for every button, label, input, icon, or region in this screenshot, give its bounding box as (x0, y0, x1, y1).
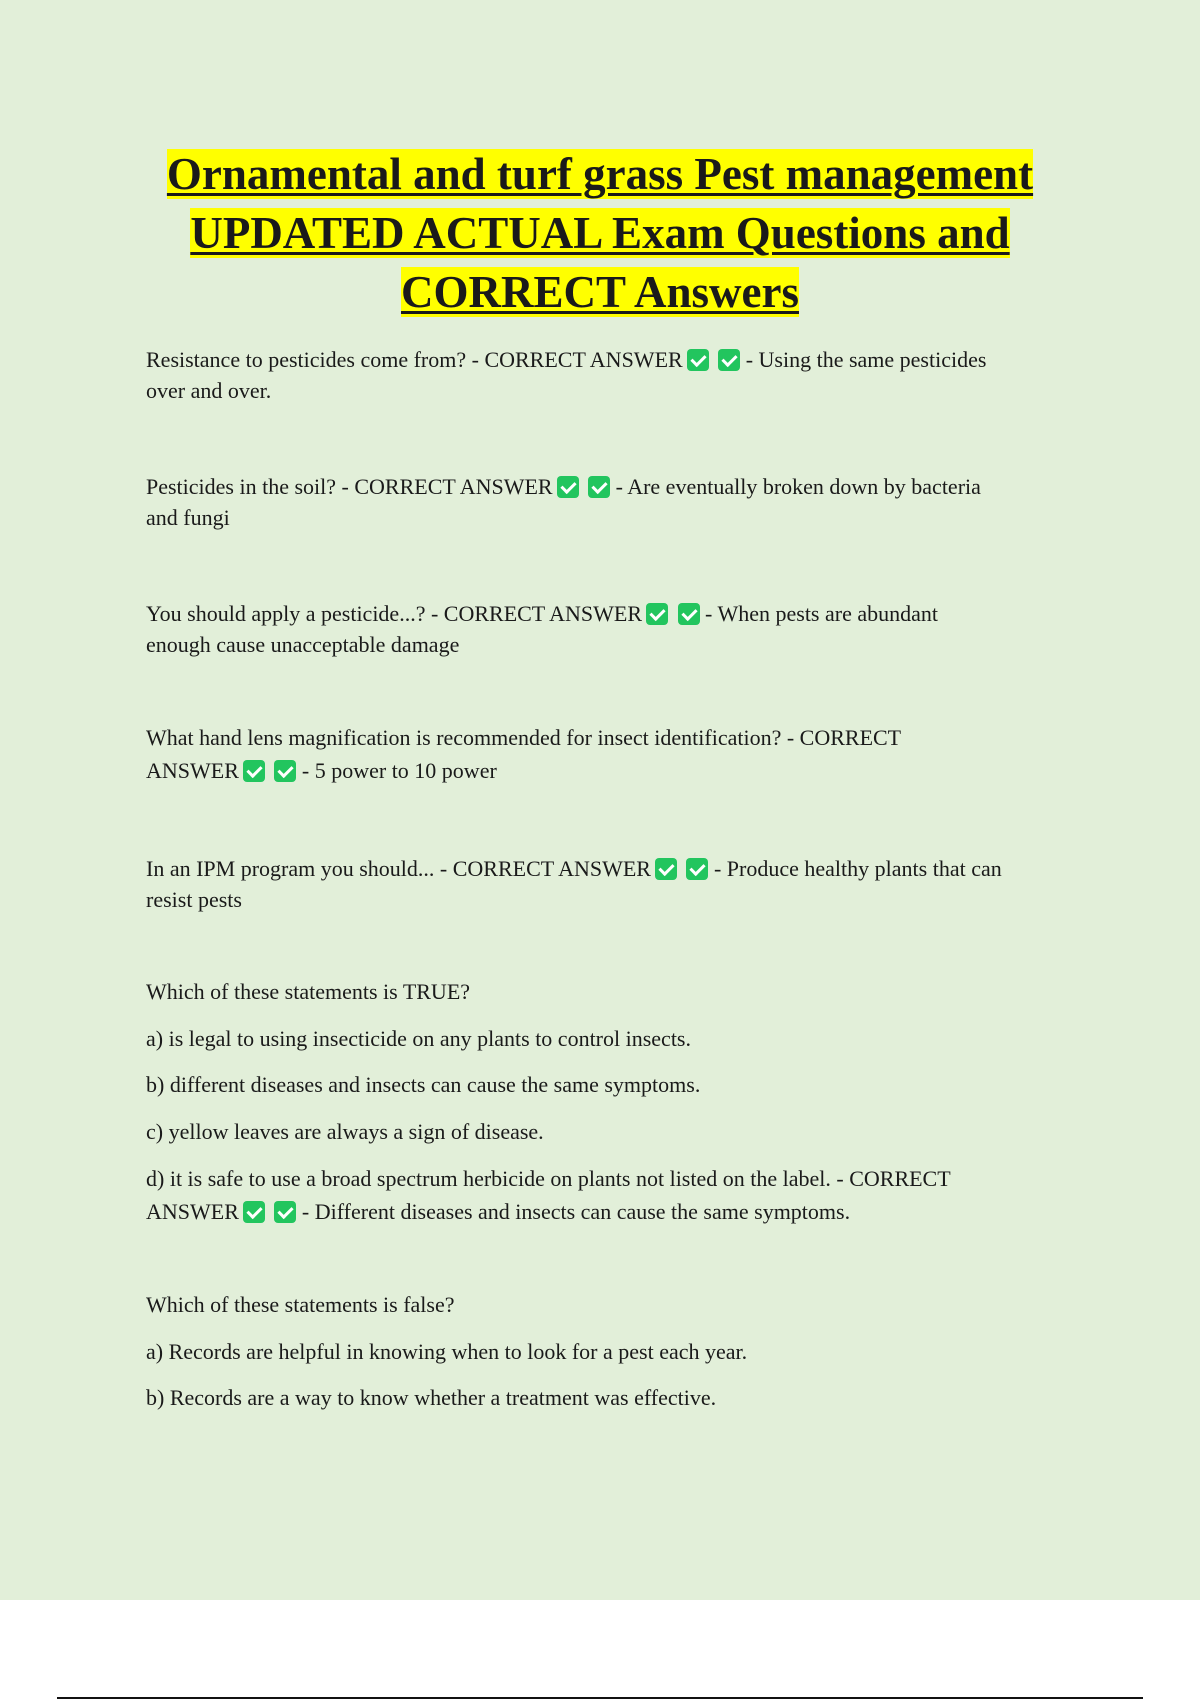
check-box-icon (274, 760, 296, 782)
option-d-text: d) it is safe to use a broad spectrum herbicide on plants not listed on the label. - CORRECT (146, 1166, 951, 1191)
question-text: Resistance to pesticides come from? - CORRECT ANSWER (146, 347, 683, 372)
answer-text: - 5 power to 10 power (301, 758, 497, 783)
answer-label: ANSWER (146, 758, 239, 783)
answer-continuation: resist pests (146, 887, 242, 912)
answer-text: - Using the same pesticides (745, 347, 987, 372)
answer-continuation: and fungi (146, 505, 230, 530)
answer-text: - Different diseases and insects can cause the same symptoms. (301, 1199, 851, 1224)
check-box-icon (678, 603, 700, 625)
answer-text: - When pests are abundant (705, 601, 938, 626)
qa-item-4 (146, 721, 1096, 787)
qa-item-2 (146, 471, 1096, 533)
mc2-option-b: b) Records are a way to know whether a treatment was effective. (146, 1385, 717, 1410)
check-box-icon (557, 476, 579, 498)
check-box-icon (243, 760, 265, 782)
check-box-icon (274, 1201, 296, 1223)
answer-text: - Are eventually broken down by bacteria (615, 474, 981, 499)
mc1-option-c: c) yellow leaves are always a sign of disease. (146, 1119, 544, 1144)
question-text: What hand lens magnification is recommended for insect identification? - CORRECT (146, 725, 902, 750)
mc1-option-a: a) is legal to using insecticide on any plants to control insects. (146, 1026, 691, 1051)
check-box-icon (687, 349, 709, 371)
check-box-icon (686, 858, 708, 880)
answer-continuation: enough cause unacceptable damage (146, 632, 460, 657)
answer-label: ANSWER (146, 1199, 239, 1224)
check-box-icon (243, 1201, 265, 1223)
check-box-icon (655, 858, 677, 880)
mc2-question: Which of these statements is false? (146, 1292, 455, 1317)
qa-item-1 (146, 344, 1096, 406)
check-box-icon (718, 349, 740, 371)
title-line-3: CORRECT Answers (401, 267, 799, 317)
check-box-icon (646, 603, 668, 625)
page-footer-rule (57, 1697, 1143, 1699)
qa-item-5 (146, 853, 1096, 915)
mc1-question: Which of these statements is TRUE? (146, 979, 471, 1004)
document-title (100, 145, 1100, 322)
question-text: You should apply a pesticide...? - CORRECT ANSWER (146, 601, 643, 626)
answer-continuation: over and over. (146, 378, 272, 403)
qa-item-3 (146, 598, 1096, 660)
answer-text: - Produce healthy plants that can (713, 856, 1002, 881)
mc1-option-b: b) different diseases and insects can cause the same symptoms. (146, 1072, 701, 1097)
check-box-icon (588, 476, 610, 498)
question-text: In an IPM program you should... - CORRECT ANSWER (146, 856, 651, 881)
question-text: Pesticides in the soil? - CORRECT ANSWER (146, 474, 553, 499)
title-line-2: UPDATED ACTUAL Exam Questions and (190, 208, 1010, 258)
mc2-option-a: a) Records are helpful in knowing when to look for a pest each year. (146, 1339, 748, 1364)
mc1-option-d (146, 1162, 1096, 1228)
title-line-1: Ornamental and turf grass Pest management (166, 149, 1034, 199)
